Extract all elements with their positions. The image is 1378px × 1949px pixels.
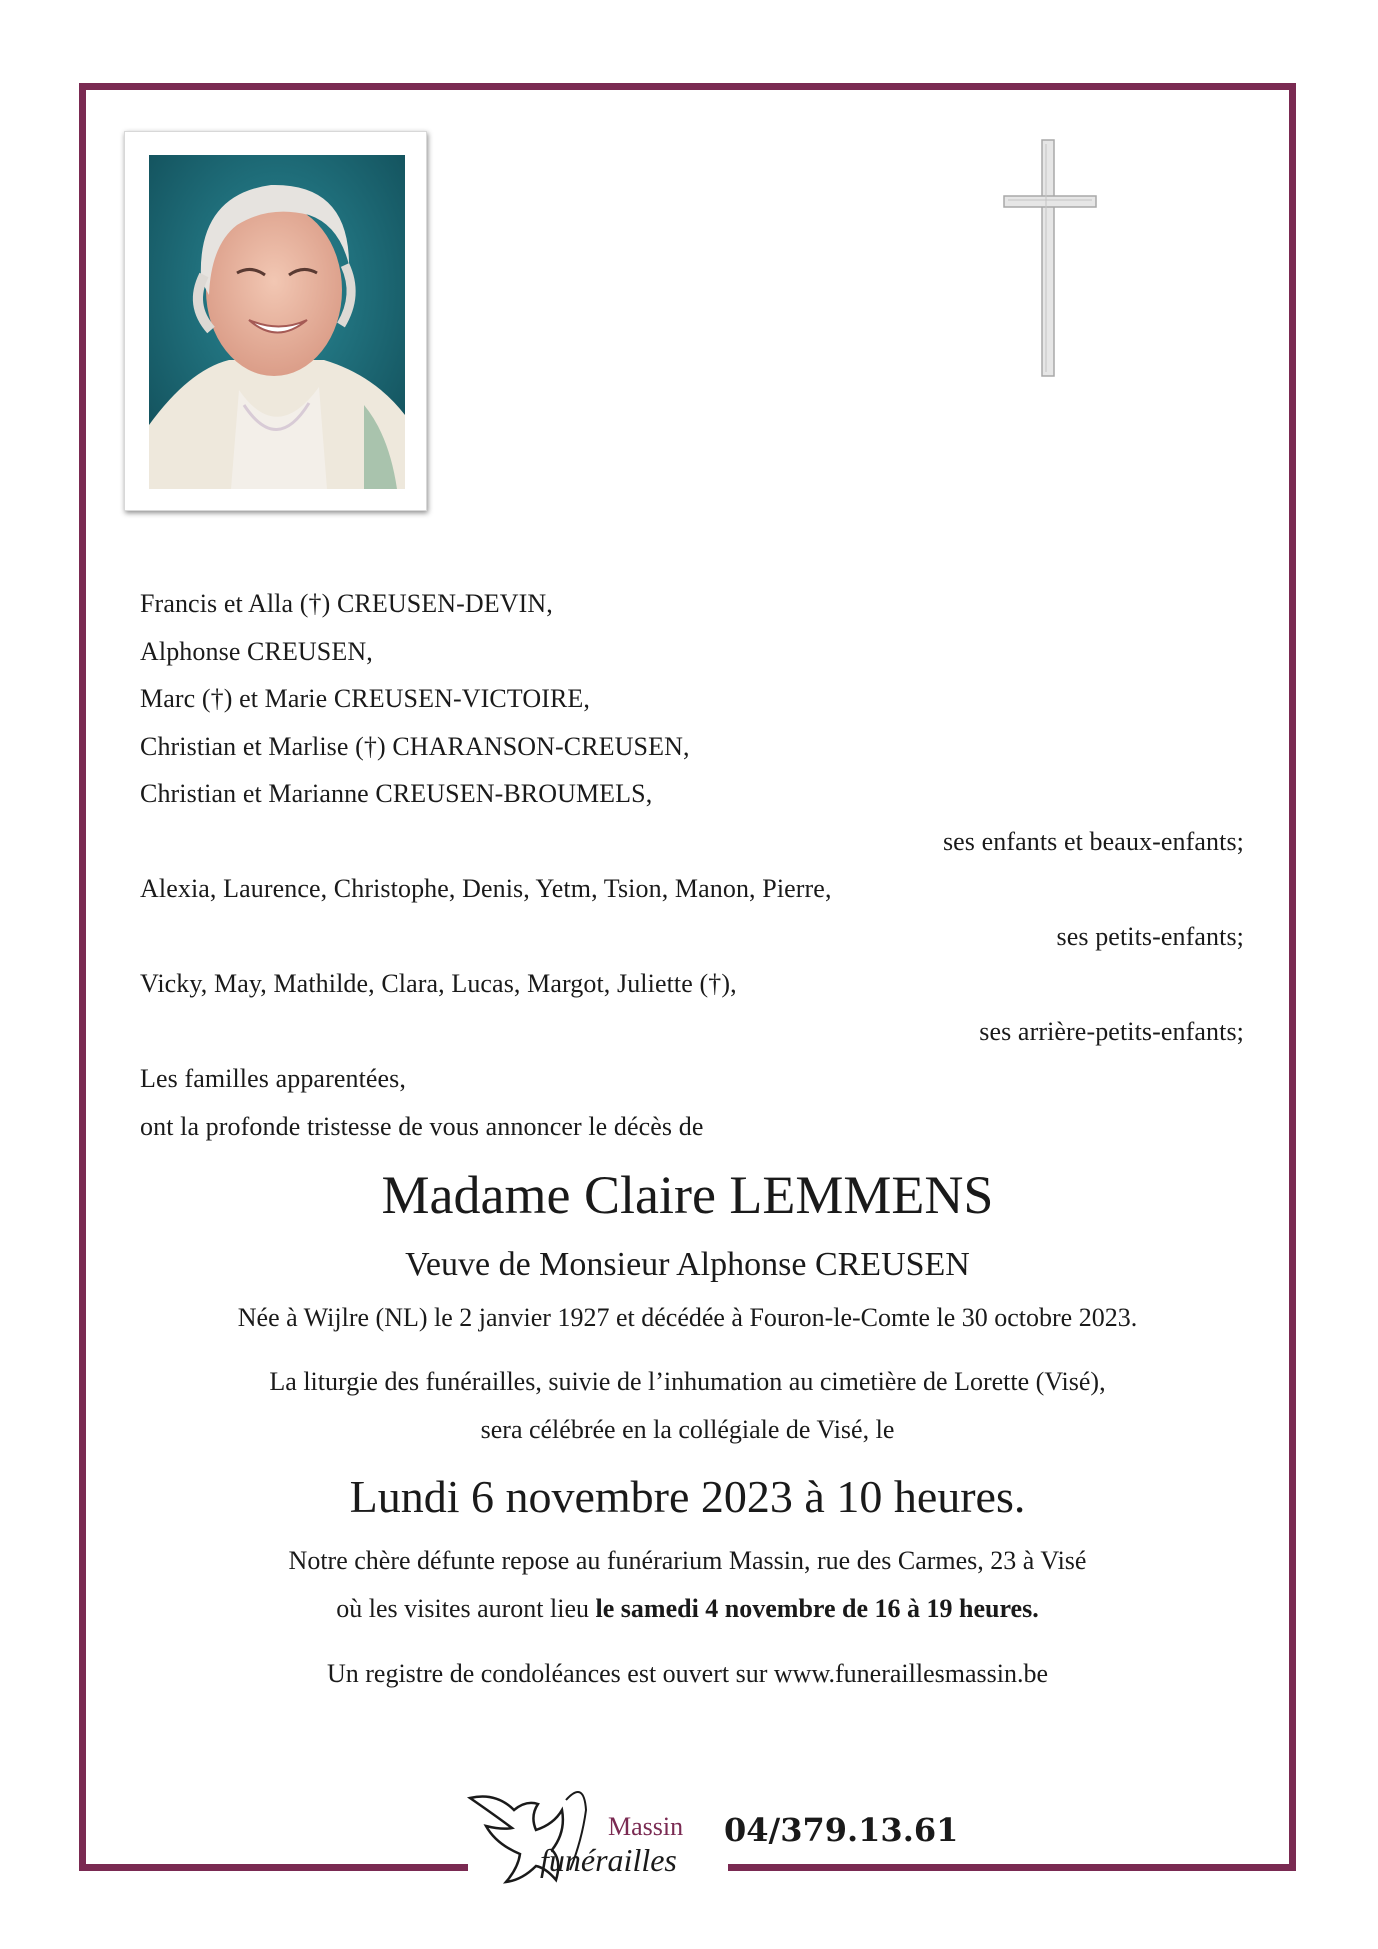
visits-line-1: Notre chère défunte repose au funérarium Massin, rue des Carmes, 23 à Visé	[288, 1546, 1087, 1575]
deceased-name: Madame Claire LEMMENS	[381, 1165, 994, 1225]
announcement-line: ont la profonde tristesse de vous annoncer le décès de	[140, 1111, 704, 1141]
logo-massin: Massin	[608, 1812, 684, 1841]
family-line: Alphonse CREUSEN,	[140, 636, 373, 666]
logo-funerailles: funérailles	[540, 1842, 677, 1878]
family-role: ses enfants et beaux-enfants;	[942, 826, 1244, 856]
ceremony-date: Lundi 6 novembre 2023 à 10 heures.	[349, 1471, 1026, 1522]
cross-icon	[1002, 138, 1098, 378]
family-role: ses arrière-petits-enfants;	[979, 1016, 1244, 1046]
visits-time: le samedi 4 novembre de 16 à 19 heures.	[595, 1594, 1039, 1623]
family-line: Christian et Marianne CREUSEN-BROUMELS,	[140, 779, 653, 808]
family-list	[140, 580, 1244, 1150]
family-line: Marc (†) et Marie CREUSEN-VICTOIRE,	[140, 684, 590, 713]
registry-line: Un registre de condoléances est ouvert sur www.funeraillesmassin.be	[326, 1659, 1049, 1688]
birth-death-line: Née à Wijlre (NL) le 2 janvier 1927 et décédée à Fouron-le-Comte le 30 octobre 2023.	[237, 1303, 1138, 1332]
family-role: ses petits-enfants;	[1056, 921, 1244, 951]
phone-number: 04/379.13.61	[724, 1811, 959, 1849]
visits-prefix: où les visites auront lieu	[336, 1594, 596, 1623]
ceremony-line-1: La liturgie des funérailles, suivie de l’inhumation au cimetière de Lorette (Visé),	[269, 1367, 1106, 1396]
family-line: Francis et Alla (†) CREUSEN-DEVIN,	[140, 589, 553, 618]
portrait-image	[149, 155, 405, 489]
family-line: Les familles apparentées,	[140, 1064, 406, 1093]
visits-line-2	[79, 1592, 1296, 1626]
ceremony-line-2: sera célébrée en la collégiale de Visé, le	[480, 1415, 895, 1444]
portrait-photo	[124, 131, 427, 511]
family-line: Vicky, May, Mathilde, Clara, Lucas, Margot, Juliette (†),	[140, 969, 737, 998]
family-line: Alexia, Laurence, Christophe, Denis, Yetm, Tsion, Manon, Pierre,	[140, 874, 832, 903]
widow-of: Veuve de Monsieur Alphonse CREUSEN	[405, 1246, 970, 1283]
family-line: Christian et Marlise (†) CHARANSON-CREUSEN,	[140, 731, 690, 761]
